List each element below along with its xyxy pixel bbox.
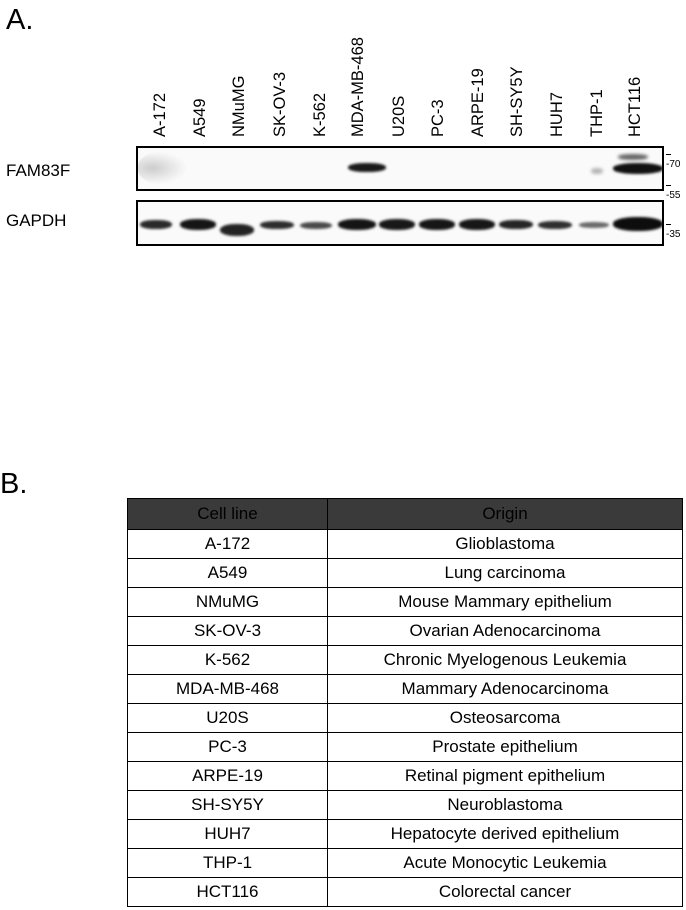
table-row xyxy=(128,849,683,878)
cell-line: K-562 xyxy=(128,646,328,675)
cell-line: PC-3 xyxy=(128,733,328,762)
band-gapdh-skov3 xyxy=(260,221,294,229)
lane-label: K-562 xyxy=(311,92,329,137)
band-gapdh-k562 xyxy=(300,222,332,229)
cell-line: U20S xyxy=(128,704,328,733)
lane-label: SK-OV-3 xyxy=(271,71,289,137)
cell-line: SK-OV-3 xyxy=(128,617,328,646)
mw-marker-55: -55 xyxy=(666,181,686,201)
origin: Colorectal cancer xyxy=(328,878,683,907)
table-row xyxy=(128,791,683,820)
lane-label: A549 xyxy=(191,98,209,137)
column-header-cell-line: Cell line xyxy=(128,499,328,530)
cell-line: NMuMG xyxy=(128,588,328,617)
origin: Ovarian Adenocarcinoma xyxy=(328,617,683,646)
table-row xyxy=(128,878,683,907)
column-header-origin: Origin xyxy=(328,499,683,530)
band-gapdh-pc3 xyxy=(419,219,455,230)
band-gapdh-nmumg xyxy=(220,224,254,236)
table-row xyxy=(128,762,683,791)
table-row xyxy=(128,588,683,617)
cell-line-table xyxy=(127,498,683,907)
band-gapdh-a172 xyxy=(140,220,172,229)
lane-label: ARPE-19 xyxy=(469,68,487,137)
origin: Acute Monocytic Leukemia xyxy=(328,849,683,878)
blot-row-label-fam83f: FAM83F xyxy=(6,161,71,180)
lane-label: A-172 xyxy=(151,92,169,137)
origin: Neuroblastoma xyxy=(328,791,683,820)
origin: Hepatocyte derived epithelium xyxy=(328,820,683,849)
lane-label: HCT116 xyxy=(626,76,644,137)
mw-marker-70: -70 xyxy=(666,150,686,170)
table-row xyxy=(128,704,683,733)
origin: Prostate epithelium xyxy=(328,733,683,762)
band-gapdh-u20s xyxy=(379,219,415,230)
cell-line: A549 xyxy=(128,559,328,588)
cell-line: ARPE-19 xyxy=(128,762,328,791)
band-gapdh-mdamb468 xyxy=(338,219,376,230)
table-row xyxy=(128,617,683,646)
band-gapdh-thp1 xyxy=(579,222,609,228)
band-mda-mb-468 xyxy=(348,163,386,172)
lane-label: U20S xyxy=(390,95,408,137)
blot-row-label-gapdh: GAPDH xyxy=(6,211,67,230)
cell-line: A-172 xyxy=(128,530,328,559)
panel-a-label: A. xyxy=(6,4,34,36)
table-header-row xyxy=(128,499,683,530)
band-thp1-faint xyxy=(591,168,603,174)
cell-line: SH-SY5Y xyxy=(128,791,328,820)
mw-marker-35: -35 xyxy=(666,220,686,240)
origin: Osteosarcoma xyxy=(328,704,683,733)
band-gapdh-huh7 xyxy=(538,221,572,229)
gapdh-blot xyxy=(136,200,664,246)
table-row xyxy=(128,675,683,704)
origin: Lung carcinoma xyxy=(328,559,683,588)
cell-line: HCT116 xyxy=(128,878,328,907)
origin: Mammary Adenocarcinoma xyxy=(328,675,683,704)
lane-label: MDA-MB-468 xyxy=(349,37,367,137)
lane-label: THP-1 xyxy=(588,89,606,137)
band-hct116 xyxy=(613,163,663,174)
band-gapdh-hct116 xyxy=(613,217,663,231)
cell-line: THP-1 xyxy=(128,849,328,878)
cell-line: HUH7 xyxy=(128,820,328,849)
lane-label: PC-3 xyxy=(429,99,447,137)
lane-label: NMuMG xyxy=(230,75,248,137)
fam83f-blot xyxy=(136,146,664,191)
band-gapdh-shsy5y xyxy=(499,220,533,229)
band-hct116-upper xyxy=(618,154,648,160)
lane-label: SH-SY5Y xyxy=(508,66,526,137)
cell-line: MDA-MB-468 xyxy=(128,675,328,704)
origin: Chronic Myelogenous Leukemia xyxy=(328,646,683,675)
table-row xyxy=(128,733,683,762)
panel-b-label: B. xyxy=(0,468,28,500)
smear-a172 xyxy=(138,152,186,184)
lane-label: HUH7 xyxy=(548,92,566,137)
band-gapdh-a549 xyxy=(180,219,216,230)
table-row xyxy=(128,559,683,588)
table-row xyxy=(128,646,683,675)
band-gapdh-arpe19 xyxy=(459,219,495,230)
origin: Mouse Mammary epithelium xyxy=(328,588,683,617)
origin: Retinal pigment epithelium xyxy=(328,762,683,791)
origin: Glioblastoma xyxy=(328,530,683,559)
table-row xyxy=(128,820,683,849)
table-row xyxy=(128,530,683,559)
